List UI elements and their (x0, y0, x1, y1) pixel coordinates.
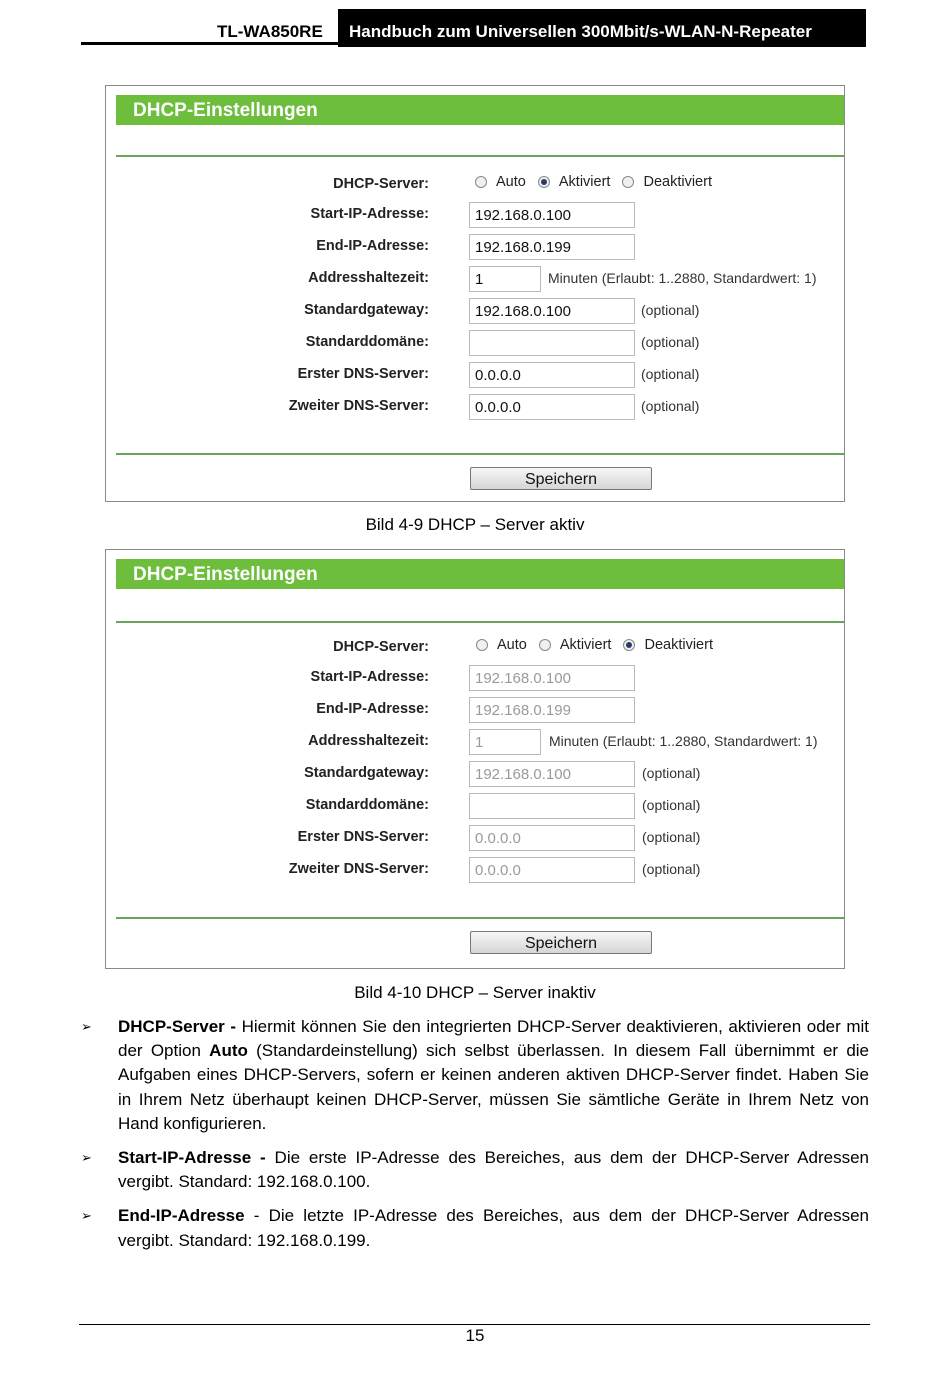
gateway-note: (optional) (641, 302, 700, 318)
divider (116, 621, 844, 623)
bullet-arrow-icon: ➢ (81, 1208, 92, 1224)
description-text: Die erste IP-Adresse des Bereiches, aus dem der DHCP-Server Adressen vergibt. Standard: 192.168.0.100. (118, 1148, 869, 1192)
domain-row (106, 793, 844, 819)
save-button[interactable]: Speichern (470, 931, 652, 954)
end-ip-row (106, 234, 844, 260)
dns2-note: (optional) (641, 398, 700, 414)
start-ip-input[interactable]: 192.168.0.100 (469, 665, 635, 691)
list-item (81, 1146, 869, 1194)
radio-deaktiviert[interactable] (622, 176, 634, 188)
start-ip-input[interactable]: 192.168.0.100 (469, 202, 635, 228)
domain-note: (optional) (642, 797, 701, 813)
description-text: (Standardeinstellung) sich selbst überlassen. In diesem Fall übernimmt er die Aufgaben eines DHCP-Servers, sofern er keinen anderen aktiven DHCP-Server findet. Haben Sie in Ihrem Netz überhaupt keinen DHCP-Server, müssen Sie sämtliche Geräte in Ihrem Netz von Hand konfigurieren. (118, 1041, 869, 1133)
dns1-row (106, 825, 844, 851)
gateway-label: Standardgateway: (304, 765, 429, 781)
dhcp-server-radio-group (475, 174, 720, 190)
gateway-row (106, 761, 844, 787)
lease-input[interactable]: 1 (469, 266, 541, 292)
dns2-note: (optional) (642, 861, 701, 877)
domain-row (106, 330, 844, 356)
start-ip-row (106, 202, 844, 228)
start-ip-row (106, 665, 844, 691)
lease-row (106, 266, 844, 292)
panel-title: DHCP-Einstellungen (133, 100, 318, 121)
radio-auto[interactable] (476, 639, 488, 651)
end-ip-label: End-IP-Adresse: (316, 701, 429, 717)
term: DHCP-Server - (118, 1017, 236, 1036)
dns2-row (106, 857, 844, 883)
panel-title-bar (116, 95, 844, 125)
list-item (81, 1204, 869, 1252)
lease-label: Addresshaltezeit: (308, 733, 429, 749)
dns2-input[interactable]: 0.0.0.0 (469, 394, 635, 420)
radio-deaktiviert-label: Deaktiviert (644, 637, 713, 653)
dns1-row (106, 362, 844, 388)
end-ip-input[interactable]: 192.168.0.199 (469, 234, 635, 260)
start-ip-label: Start-IP-Adresse: (310, 669, 429, 685)
lease-note: Minuten (Erlaubt: 1..2880, Standardwert: 1) (549, 733, 818, 749)
divider (116, 155, 844, 157)
radio-auto[interactable] (475, 176, 487, 188)
dns2-input[interactable]: 0.0.0.0 (469, 857, 635, 883)
header-title: Handbuch zum Universellen 300Mbit/s-WLAN-N-Repeater (338, 9, 866, 47)
dhcp-server-label: DHCP-Server: (333, 639, 429, 655)
start-ip-label: Start-IP-Adresse: (310, 206, 429, 222)
domain-label: Standarddomäne: (305, 797, 429, 813)
gateway-row (106, 298, 844, 324)
dns2-label: Zweiter DNS-Server: (288, 398, 429, 414)
gateway-input[interactable]: 192.168.0.100 (469, 298, 635, 324)
bullet-arrow-icon: ➢ (81, 1019, 92, 1034)
dns1-input[interactable]: 0.0.0.0 (469, 362, 635, 388)
gateway-label: Standardgateway: (304, 302, 429, 318)
term: Start-IP-Adresse - (118, 1148, 266, 1168)
dhcp-server-label: DHCP-Server: (333, 176, 429, 192)
radio-aktiviert[interactable] (539, 639, 551, 651)
description-list (81, 1015, 869, 1263)
end-ip-label: End-IP-Adresse: (316, 238, 429, 254)
end-ip-input[interactable]: 192.168.0.199 (469, 697, 635, 723)
dns1-note: (optional) (642, 829, 701, 845)
header-rule (81, 42, 339, 45)
description-text: Hiermit können Sie den integrierten DHCP-Server deaktivieren, aktivieren oder mit der Option (118, 1017, 869, 1061)
divider (116, 453, 844, 455)
domain-note: (optional) (641, 334, 700, 350)
radio-deaktiviert-label: Deaktiviert (643, 174, 712, 190)
dns1-note: (optional) (641, 366, 700, 382)
footer-rule (79, 1324, 870, 1325)
dhcp-panel-inactive (105, 549, 845, 969)
domain-label: Standarddomäne: (305, 334, 429, 350)
dhcp-server-radio-group (476, 637, 721, 653)
radio-aktiviert-label: Aktiviert (559, 637, 612, 653)
dns2-row (106, 394, 844, 420)
dns2-label: Zweiter DNS-Server: (288, 861, 429, 877)
dhcp-panel-active (105, 85, 845, 502)
divider (116, 917, 844, 919)
page-number: 15 (465, 1326, 485, 1345)
panel-title: DHCP-Einstellungen (133, 564, 318, 585)
lease-input[interactable]: 1 (469, 729, 541, 755)
dns1-input[interactable]: 0.0.0.0 (469, 825, 635, 851)
radio-aktiviert-label: Aktiviert (558, 174, 611, 190)
bullet-arrow-icon: ➢ (81, 1150, 92, 1166)
figure-caption: Bild 4-10 DHCP – Server inaktiv (354, 983, 596, 1002)
domain-input[interactable] (469, 330, 635, 356)
dns1-label: Erster DNS-Server: (297, 829, 429, 845)
gateway-note: (optional) (642, 765, 701, 781)
list-item (81, 1015, 869, 1136)
dhcp-server-row (106, 172, 844, 198)
dns1-label: Erster DNS-Server: (297, 366, 429, 382)
term: End-IP-Adresse (118, 1206, 245, 1226)
dhcp-server-row (106, 635, 844, 661)
radio-auto-label: Auto (496, 174, 526, 190)
radio-deaktiviert[interactable] (623, 639, 635, 651)
gateway-input[interactable]: 192.168.0.100 (469, 761, 635, 787)
lease-row (106, 729, 844, 755)
save-button[interactable]: Speichern (470, 467, 652, 490)
figure-caption: Bild 4-9 DHCP – Server aktiv (365, 515, 585, 534)
panel-title-bar (116, 559, 844, 589)
description-text: - Die letzte IP-Adresse des Bereiches, aus dem der DHCP-Server Adressen vergibt. Standard: 192.168.0.199. (118, 1206, 869, 1250)
lease-note: Minuten (Erlaubt: 1..2880, Standardwert: 1) (548, 270, 817, 286)
end-ip-row (106, 697, 844, 723)
domain-input[interactable] (469, 793, 635, 819)
radio-aktiviert[interactable] (538, 176, 550, 188)
radio-auto-label: Auto (497, 637, 527, 653)
header-model: TL-WA850RE (217, 22, 323, 41)
lease-label: Addresshaltezeit: (308, 270, 429, 286)
term-emphasis: Auto (209, 1041, 248, 1061)
